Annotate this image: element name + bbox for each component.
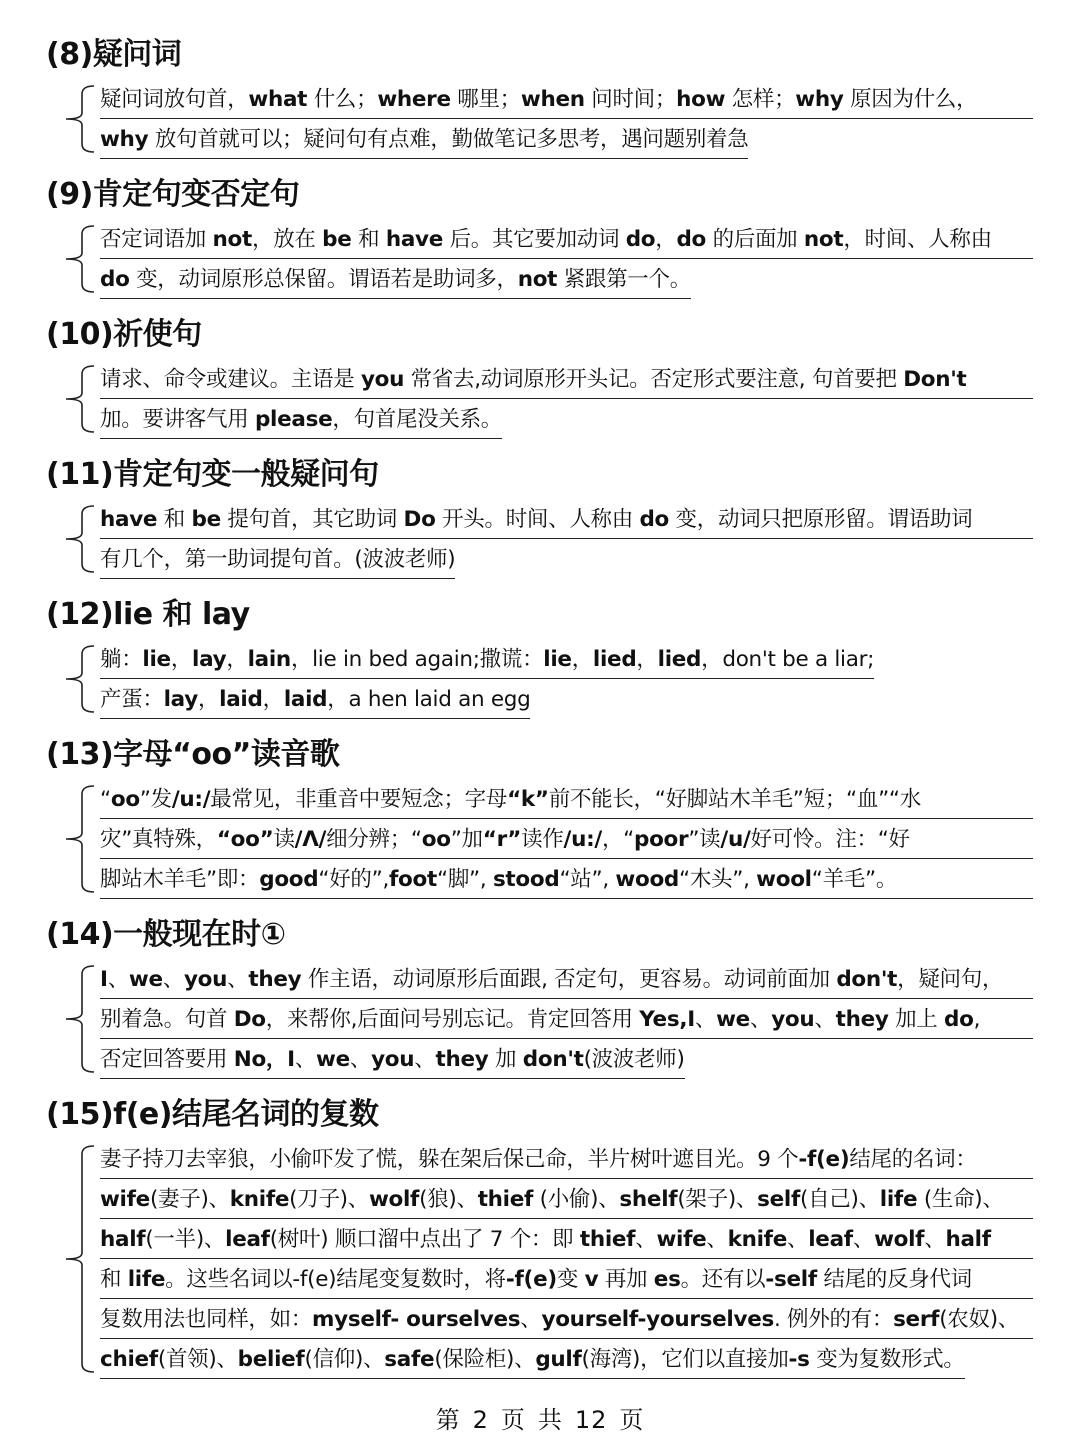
underlined-text (100, 642, 874, 679)
text-line (100, 641, 1035, 681)
bold-term: thief (579, 1227, 636, 1252)
underlined-text (100, 782, 1033, 819)
text-segment: ，来帮你,后面问号别忘记。肯定回答用 (265, 1007, 640, 1032)
text-segment: 、 (814, 1007, 836, 1032)
brace-icon (60, 505, 96, 573)
section-title: (12)lie 和 lay (46, 597, 250, 632)
footer-label-1: 第 (435, 1406, 461, 1434)
text-segment: ”发 (139, 787, 172, 812)
text-segment: 后。其它要加动词 (443, 227, 626, 252)
bold-term: /u:/ (171, 787, 211, 812)
text-segment: (信仰)、 (304, 1347, 385, 1372)
section-body (100, 501, 1035, 581)
bold-term: wool (756, 867, 812, 892)
text-segment: 脚站木羊毛”即： (100, 867, 260, 892)
text-line (100, 1001, 1035, 1041)
text-segment: “羊毛”。 (811, 867, 898, 892)
text-segment: “脚”, (436, 867, 493, 892)
bold-term: please (254, 407, 333, 432)
underlined-text (100, 682, 530, 719)
bold-term: -f(e) (505, 1267, 557, 1292)
section-title: (14)一般现在时① (46, 917, 286, 952)
footer-label-2: 页 (500, 1406, 526, 1434)
text-segment: 常省去,动词原形开头记。否定形式要注意, 句首要把 (404, 367, 904, 392)
bold-term: you (371, 1047, 415, 1072)
text-segment: ，时间、人称由 (843, 227, 992, 252)
text-segment: ”加 (450, 827, 483, 852)
text-segment: ， (170, 647, 193, 672)
text-segment: 变 (556, 1267, 585, 1292)
text-segment: 、 (635, 1227, 657, 1252)
bold-term: leaf (808, 1227, 853, 1252)
footer-total-pages: 12 (574, 1406, 608, 1434)
bold-term: have (100, 507, 158, 532)
text-segment: (妻子)、 (149, 1187, 230, 1212)
bold-term: thief (477, 1187, 534, 1212)
text-segment: 变，动词只把原形留。谓语助词 (669, 507, 973, 532)
text-segment: 请求、命令或建议。主语是 (100, 367, 361, 392)
bold-term: laid (219, 687, 263, 712)
bold-term: they (435, 1047, 489, 1072)
text-segment: (波波老师) (583, 1047, 685, 1072)
text-segment: (架子)、 (677, 1187, 758, 1212)
text-segment: 的后面加 (706, 227, 804, 252)
text-segment: 开头。时间、人称由 (435, 507, 640, 532)
section-body (100, 221, 1035, 301)
text-segment: ，疑问句， (897, 967, 1004, 992)
underlined-text (100, 862, 1033, 899)
text-segment: ， (655, 227, 677, 252)
text-segment: 什么； (307, 87, 378, 112)
underlined-text (100, 402, 502, 439)
text-segment: (生命)、 (917, 1187, 1004, 1212)
text-segment: 怎样； (725, 87, 796, 112)
bold-term: why (795, 87, 844, 112)
bold-term: have (385, 227, 444, 252)
page-footer (0, 1400, 1080, 1440)
bold-term: poor (634, 827, 689, 852)
bold-term: “r” (482, 827, 522, 852)
text-segment: (小偷)、 (533, 1187, 620, 1212)
underlined-text (100, 1262, 1033, 1299)
text-segment: 再加 (598, 1267, 654, 1292)
text-segment: (保险柜)、 (434, 1347, 536, 1372)
bold-term: we (128, 967, 163, 992)
text-segment: (刀子)、 (289, 1187, 369, 1212)
text-segment: 变为复数形式。 (809, 1347, 965, 1372)
brace-icon (60, 85, 96, 153)
text-segment: (海湾)，它们以直接加 (581, 1347, 789, 1372)
text-segment: ， (636, 647, 658, 672)
bold-term: lay (163, 687, 198, 712)
bold-term: foot (389, 867, 437, 892)
section-body (100, 781, 1035, 901)
bold-term: /Λ/ (294, 827, 327, 852)
text-line (100, 1301, 1035, 1341)
text-segment: 好可怜。注：“好 (750, 827, 910, 852)
bold-term: serf (893, 1307, 940, 1332)
footer-label-3: 共 (537, 1406, 563, 1434)
text-segment: 结尾的反身代词 (816, 1267, 972, 1292)
text-segment: 原因为什么， (843, 87, 978, 112)
text-segment: 哪里； (450, 87, 521, 112)
text-segment: ， (197, 687, 220, 712)
text-segment: (自己)、 (800, 1187, 880, 1212)
text-segment: 、 (694, 1007, 717, 1032)
bold-term: we (316, 1047, 350, 1072)
text-line (100, 1041, 1035, 1081)
text-segment: 细分辨；“ (326, 827, 422, 852)
text-segment: 、 (349, 1047, 372, 1072)
bold-term: wood (615, 867, 680, 892)
text-segment: “好的”, (318, 867, 389, 892)
text-line (100, 121, 1035, 161)
text-segment: 和 (351, 227, 386, 252)
bold-term: half (100, 1227, 146, 1252)
bold-term: wolf (368, 1187, 420, 1212)
section-title: (15)f(e)结尾名词的复数 (46, 1097, 379, 1132)
text-line (100, 221, 1035, 261)
bold-term: safe (384, 1347, 435, 1372)
bold-term: wife (100, 1187, 150, 1212)
section-body (100, 81, 1035, 161)
text-segment: 、 (924, 1227, 946, 1252)
text-segment: 妻子持刀去宰狼，小偷吓发了慌，躲在架后保己命，半片树叶遮目光。9 个 (100, 1147, 799, 1172)
text-line (100, 781, 1035, 821)
text-segment: 紧跟第一个。 (557, 267, 691, 292)
bold-term: lied (592, 647, 637, 672)
text-segment: 和 (157, 507, 192, 532)
text-segment: “木头”, (679, 867, 757, 892)
text-segment: 读作 (521, 827, 564, 852)
underlined-text (100, 262, 691, 299)
text-segment: (农奴)、 (939, 1307, 1019, 1332)
bold-term: do (625, 227, 656, 252)
text-line (100, 1261, 1035, 1301)
bold-term: “oo” (216, 827, 274, 852)
bold-term: don't (836, 967, 898, 992)
text-segment: ， (571, 647, 593, 672)
bold-term: do (100, 267, 130, 292)
text-segment: 作主语，动词原形后面跟, 否定句，更容易。动词前面加 (301, 967, 837, 992)
text-segment: , (973, 1007, 981, 1032)
text-segment: 。这些名词以-f(e)结尾变复数时，将 (165, 1267, 506, 1292)
text-segment: (狼)、 (419, 1187, 478, 1212)
text-line (100, 1221, 1035, 1261)
text-segment: 最常见，非重音中要短念；字母 (210, 787, 508, 812)
section-body (100, 641, 1035, 721)
bold-term: you (183, 967, 228, 992)
bold-term: life (127, 1267, 166, 1292)
bold-term: do (676, 227, 707, 252)
underlined-text (100, 962, 1033, 999)
text-segment: 、 (107, 967, 129, 992)
text-segment: ，放在 (252, 227, 323, 252)
bold-term: I (100, 967, 108, 992)
text-line (100, 1341, 1035, 1381)
text-segment: 灾”真特殊， (100, 827, 217, 852)
bold-term: not (517, 267, 558, 292)
bold-term: v (584, 1267, 599, 1292)
bold-term: lay (192, 647, 227, 672)
bold-term: don't (522, 1047, 584, 1072)
footer-label-4: 页 (619, 1406, 645, 1434)
brace-icon (60, 785, 96, 893)
underlined-text (100, 1342, 965, 1379)
section-title: (13)字母“oo”读音歌 (46, 737, 340, 772)
bold-term: Don't (903, 367, 967, 392)
text-segment: 加上 (888, 1007, 945, 1032)
brace-icon (60, 1145, 96, 1373)
text-line (100, 961, 1035, 1001)
text-line (100, 541, 1035, 581)
text-line (100, 821, 1035, 861)
bold-term: good (259, 867, 319, 892)
text-line (100, 261, 1035, 301)
text-segment: 、 (787, 1227, 809, 1252)
bold-term: we (716, 1007, 750, 1032)
section-body (100, 361, 1035, 441)
bold-term: Yes,I (639, 1007, 695, 1032)
text-segment: ，a hen laid an egg (327, 687, 531, 712)
text-segment: (树叶) 顺口溜中点出了 7 个：即 (269, 1227, 580, 1252)
text-segment: 、 (227, 967, 249, 992)
text-segment: 读 (273, 827, 295, 852)
underlined-text (100, 82, 1033, 119)
bold-term: lie (543, 647, 572, 672)
underlined-text (100, 222, 1033, 259)
bold-term: wife (656, 1227, 707, 1252)
bold-term: laid (283, 687, 328, 712)
brace-icon (60, 365, 96, 433)
brace-icon (60, 225, 96, 293)
bold-term: not (803, 227, 844, 252)
bold-term: half (945, 1227, 991, 1252)
bold-term: what (248, 87, 308, 112)
text-line (100, 1141, 1035, 1181)
bold-term: leaf (225, 1227, 270, 1252)
footer-current-page: 2 (472, 1406, 489, 1434)
text-segment: “ (100, 787, 111, 812)
text-segment: 产蛋： (100, 687, 164, 712)
text-segment: 加 (488, 1047, 523, 1072)
text-segment: ，don't be a liar; (701, 647, 875, 672)
text-segment: ，lie in bed again;撒谎： (290, 647, 544, 672)
bold-term: No，I (233, 1047, 295, 1072)
text-segment: ，句首尾没关系。 (332, 407, 502, 432)
text-segment: 、 (294, 1047, 317, 1072)
text-segment: ， (226, 647, 248, 672)
section-title: (10)祈使句 (46, 317, 202, 352)
text-segment: “站”, (559, 867, 616, 892)
bold-term: oo (421, 827, 451, 852)
text-segment: ，“ (601, 827, 634, 852)
bold-term: they (248, 967, 302, 992)
text-segment: 提句首，其它助词 (220, 507, 404, 532)
text-line (100, 361, 1035, 401)
bold-term: chief (100, 1347, 158, 1372)
bold-term: -f(e) (798, 1147, 850, 1172)
bold-term: be (322, 227, 352, 252)
text-segment: (一半)、 (145, 1227, 226, 1252)
bold-term: do (639, 507, 670, 532)
text-segment: 、 (852, 1227, 875, 1252)
underlined-text (100, 1142, 1033, 1179)
underlined-text (100, 822, 1033, 859)
text-segment: 有几个，第一助词提句首。(波波老师) (100, 547, 456, 572)
text-line (100, 501, 1035, 541)
bold-term: knife (229, 1187, 290, 1212)
text-segment: 、 (414, 1047, 436, 1072)
text-line (100, 81, 1035, 121)
text-segment: 、 (706, 1227, 728, 1252)
bold-term: lain (247, 647, 291, 672)
underlined-text (100, 1222, 1033, 1259)
section-body (100, 961, 1035, 1081)
text-segment: 别着急。句首 (100, 1007, 234, 1032)
text-segment: 和 (100, 1267, 128, 1292)
text-segment: 、 (520, 1307, 542, 1332)
bold-term: when (520, 87, 585, 112)
bold-term: where (377, 87, 451, 112)
underlined-text (100, 502, 1033, 539)
text-segment: . 例外的有： (773, 1307, 894, 1332)
bold-term: you (360, 367, 405, 392)
bold-term: be (191, 507, 221, 532)
underlined-text (100, 1302, 1033, 1339)
underlined-text (100, 1002, 1033, 1039)
section-title: (11)肯定句变一般疑问句 (46, 457, 379, 492)
bold-term: self (757, 1187, 801, 1212)
text-segment: 。还有以 (680, 1267, 766, 1292)
bold-term: oo (110, 787, 140, 812)
bold-term: life (879, 1187, 918, 1212)
text-segment: 加。要讲客气用 (100, 407, 255, 432)
underlined-text (100, 1042, 685, 1079)
text-segment: 否定词语加 (100, 227, 213, 252)
text-segment: (首领)、 (157, 1347, 238, 1372)
bold-term: belief (237, 1347, 305, 1372)
text-line (100, 1181, 1035, 1221)
bold-term: lied (657, 647, 702, 672)
text-segment: 、 (749, 1007, 772, 1032)
bold-term: gulf (535, 1347, 582, 1372)
text-segment: 疑问词放句首， (100, 87, 249, 112)
text-line (100, 861, 1035, 901)
bold-term: /u:/ (563, 827, 602, 852)
text-segment: 问时间； (584, 87, 677, 112)
text-segment: 前不能长，“好脚站木羊毛”短；“血”“水 (548, 787, 921, 812)
bold-term: Do (403, 507, 436, 532)
underlined-text (100, 542, 455, 579)
bold-term: not (212, 227, 253, 252)
brace-icon (60, 645, 96, 713)
bold-term: “k” (507, 787, 549, 812)
text-line (100, 401, 1035, 441)
text-segment: 复数用法也同样，如： (100, 1307, 313, 1332)
bold-term: stood (492, 867, 560, 892)
bold-term: do (944, 1007, 974, 1032)
section-title: (8)疑问词 (46, 37, 182, 72)
text-segment: 否定回答要用 (100, 1047, 234, 1072)
underlined-text (100, 122, 748, 159)
brace-icon (60, 965, 96, 1073)
text-segment: ”读 (688, 827, 721, 852)
bold-term: /u/ (720, 827, 751, 852)
bold-term: -s (788, 1347, 810, 1372)
text-segment: 躺： (100, 647, 143, 672)
bold-term: lie (142, 647, 171, 672)
bold-term: shelf (619, 1187, 678, 1212)
underlined-text (100, 1182, 1033, 1219)
bold-term: yourself-yourselves (541, 1307, 774, 1332)
bold-term: Do (233, 1007, 266, 1032)
bold-term: wolf (874, 1227, 925, 1252)
section-title: (9)肯定句变否定句 (46, 177, 300, 212)
text-segment: 放句首就可以；疑问句有点难，勤做笔记多思考，遇问题别着急 (148, 127, 749, 152)
bold-term: es (653, 1267, 681, 1292)
text-segment: 、 (162, 967, 184, 992)
bold-term: -self (765, 1267, 817, 1292)
section-body (100, 1141, 1035, 1381)
underlined-text (100, 362, 1033, 399)
bold-term: knife (727, 1227, 788, 1252)
bold-term: why (100, 127, 149, 152)
text-segment: ， (262, 687, 284, 712)
text-segment: 变，动词原形总保留。谓语若是助词多， (129, 267, 518, 292)
bold-term: how (676, 87, 726, 112)
bold-term: myself- ourselves (312, 1307, 521, 1332)
text-segment: 结尾的名词： (849, 1147, 977, 1172)
bold-term: they (835, 1007, 889, 1032)
bold-term: you (771, 1007, 815, 1032)
text-line (100, 681, 1035, 721)
